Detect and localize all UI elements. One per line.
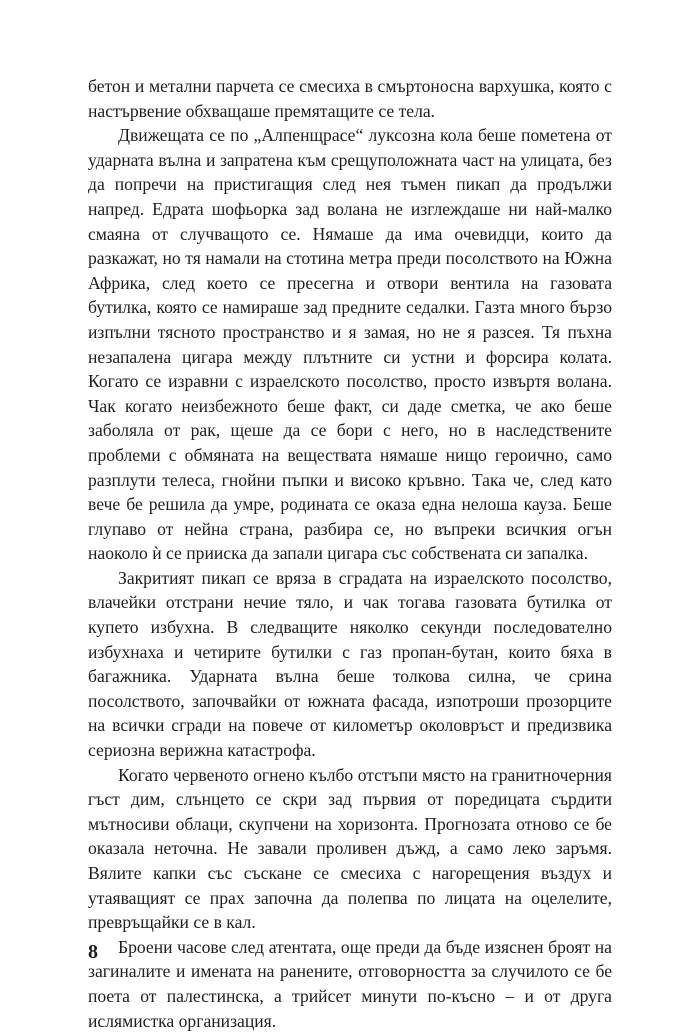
paragraph-2: Движещата се по „Алпенщрасе“ луксозна кола беше пометена от ударната вълна и запратена към срещуположната част на улицата, без да попречи на пристигащия след нея тъмен пикап да продължи напред. Едрата шофьорка зад волана не изглеждаше ни най-малко смаяна от случващото се. Нямаше да има очевидци, които да разкажат, но тя намали на стотина метра преди посолството на Южна Африка, след което се пресегна и отвори вентила на газовата бутилка, която се намираше зад предните седалки. Газта много бързо изпълни тясното пространство и я замая, но не я разсея. Тя пъхна незапалена цигара между плътните си устни и форсира колата. Когато се изравни с израелското посолство, просто извъртя волана. Чак когато неизбежното беше факт, си даде сметка, че ако беше заболяла от рак, щеше да се бори с него, но в наследствените проблеми с обмяната на веществата нямаше нищо героично, само разплути телеса, гнойни пъпки и високо кръвно. Така че, след като вече бе решила да умре, родината се оказа една нелоша кауза. Беше глупаво от нейна страна, разбира се, но въпреки всичкия огън наоколо ѝ се прииска да запали цигара със собствената си запалка. (88, 125, 612, 564)
paragraph-3: Закритият пикап се вряза в сградата на израелското посолство, влачейки отстрани нечие тяло, и чак тогава газовата бутилка от купето избухна. В следващите няколко секунди последователно избухнаха и четирите бутилки с газ пропан-бутан, които бяха в багажника. Ударната вълна беше толкова силна, че срина посолството, започвайки от южната фасада, изпотроши прозорците на всички сгради на повече от километър околовръст и предизвика сериозна верижна катастрофа. (88, 567, 612, 761)
paragraph-4: Когато червеното огнено кълбо отстъпи място на гранитночерния гъст дим, слънцето се скри зад първия от поредицата сърдити мътносиви облаци, скупчени на хоризонта. Прогнозата отново се бе оказала неточна. Не завали проливен дъжд, а само леко заръмя. Вялите капки със съскане се смесиха с нагорещения въздух и утаяващият се прах започна да полепва по лицата на оцелелите, превръщайки се в кал. (88, 764, 612, 933)
paragraph-5: Броени часове след атентата, още преди да бъде изяснен броят на загиналите и имената на ранените, отговорността за случилото се бе поета от палестинска, а трийсет минути по-късно – и от друга ислямистка организация. (88, 936, 612, 1031)
body-text (88, 74, 612, 1033)
paragraph-1: бетон и метални парчета се смесиха в смъртоносна вархушка, която с настървение обхващаше премятащите се тела. (88, 76, 612, 121)
page-number: 8 (88, 941, 98, 963)
